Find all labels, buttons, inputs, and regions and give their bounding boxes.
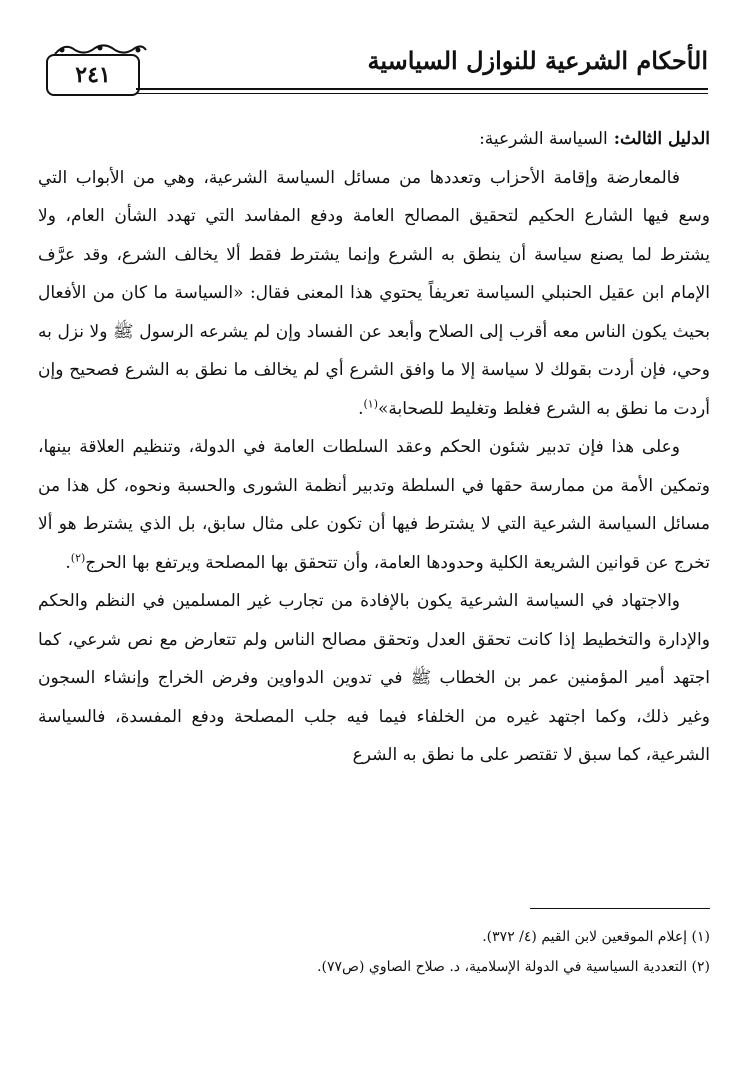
footnote-1: (١) إعلام الموقعين لابن القيم (٤/ ٣٧٢).: [482, 929, 710, 945]
main-text: [38, 120, 710, 775]
paragraph-1-text: فالمعارضة وإقامة الأحزاب وتعددها من مسائل السياسة الشرعية، وهي من الأبواب التي وسع فيها الشارع الحكيم لتحقيق المصالح العامة ودفع المفاسد التي تهدد الشأن العام، ولا يشترط لما يصنع سياسة أن ينطق به الشرع وإنما يشترط فقط ألا يخالف الشرع، وقد عرَّف الإمام ابن عقيل الحنبلي السياسة تعريفاً يحتوي هذا المعنى فقال: «السياسة ما كان من الأفعال بحيث يكون الناس معه أقرب إلى الصلاح وأبعد عن الفساد وإن لم يشرعه الرسول ﷺ ولا نزل به وحي، فإن أردت بقولك لا سياسة إلا ما وافق الشرع أي لم يخالف ما نطق به الشرع فصحيح وإن أردت ما نطق به الشرع فغلط وتغليط للصحابة»: [38, 167, 710, 419]
page-number: ٢٤١: [46, 54, 140, 96]
paragraph-1: فالمعارضة وإقامة الأحزاب وتعددها من مسائل السياسة الشرعية، وهي من الأبواب التي وسع فيها الشارع الحكيم لتحقيق المصالح العامة ودفع المفاسد التي تهدد الشأن العام، ولا يشترط لما يصنع سياسة أن ينطق به الشرع وإنما يشترط فقط ألا يخالف الشرع، وقد عرَّف الإمام ابن عقيل الحنبلي السياسة تعريفاً يحتوي هذا المعنى فقال: «السياسة ما كان من الأفعال بحيث يكون الناس معه أقرب إلى الصلاح وأبعد عن الفساد وإن لم يشرعه الرسول ﷺ ولا نزل به وحي، فإن أردت بقولك لا سياسة إلا ما وافق الشرع أي لم يخالف ما نطق به الشرع فصحيح وإن أردت ما نطق به الشرع فغلط وتغليط للصحابة»$^{(١)}$.: [38, 167, 710, 419]
paragraph-2: وعلى هذا فإن تدبير شئون الحكم وعقد السلطات العامة في الدولة، وتنظيم العلاقة بينها، وتمكين الأمة من ممارسة حقها في السلطة وتدبير أنظمة الشورى والحسبة ونحوه، كل هذا من مسائل السياسة الشرعية التي لا يشترط فيها أن تكون على مثال سابق، بل الذي يشترط هو ألا تخرج عن قوانين الشريعة الكلية وحدودها العامة، وأن تتحقق بها المصلحة ويرتفع بها الحرج$^{(٢)}$.: [38, 437, 710, 573]
section-heading: [38, 120, 710, 159]
paragraph-3-text: والاجتهاد في السياسة الشرعية يكون بالإفادة من تجارب غير المسلمين في النظم والحكم والإدارة والتخطيط إذا كانت تحقق العدل وتحقق مصالح الناس ولم تتعارض مع نص شرعي، كما اجتهد أمير المؤمنين عمر بن الخطاب ﷺ في تدوين الدواوين وفرض الخراج وإنشاء السجون وغير ذلك، وكما اجتهد غيره من الخلفاء فيما فيه جلب المصلحة ودفع المفسدة، فالسياسة الشرعية، كما سبق لا تقتصر على ما نطق به الشرع: [38, 591, 710, 765]
footnote-separator: [530, 908, 710, 909]
page-header: [36, 40, 708, 100]
paragraph-3: [38, 582, 710, 775]
header-rule-thin: [136, 93, 708, 94]
footnotes: [38, 922, 710, 982]
heading-label: الدليل الثالث:: [613, 129, 710, 149]
footnote-ref-2: (٢): [70, 550, 86, 564]
book-title: الأحكام الشرعية للنوازل السياسية: [367, 46, 708, 75]
paragraph-2-text: وعلى هذا فإن تدبير شئون الحكم وعقد السلطات العامة في الدولة، وتنظيم العلاقة بينها، وتمكين الأمة من ممارسة حقها في السلطة وتدبير أنظمة الشورى والحسبة ونحوه، كل هذا من مسائل السياسة الشرعية التي لا يشترط فيها أن تكون على مثال سابق، بل الذي يشترط هو ألا تخرج عن قوانين الشريعة الكلية وحدودها العامة، وأن تتحقق بها المصلحة ويرتفع بها الحرج: [38, 437, 710, 573]
header-rule: [136, 88, 708, 90]
footnote-2: (٢) التعددية السياسية في الدولة الإسلامية، د. صلاح الصاوي (ص٧٧).: [317, 959, 710, 975]
heading-text: السياسة الشرعية:: [479, 129, 608, 149]
footnote-ref-1: (١): [363, 396, 378, 410]
